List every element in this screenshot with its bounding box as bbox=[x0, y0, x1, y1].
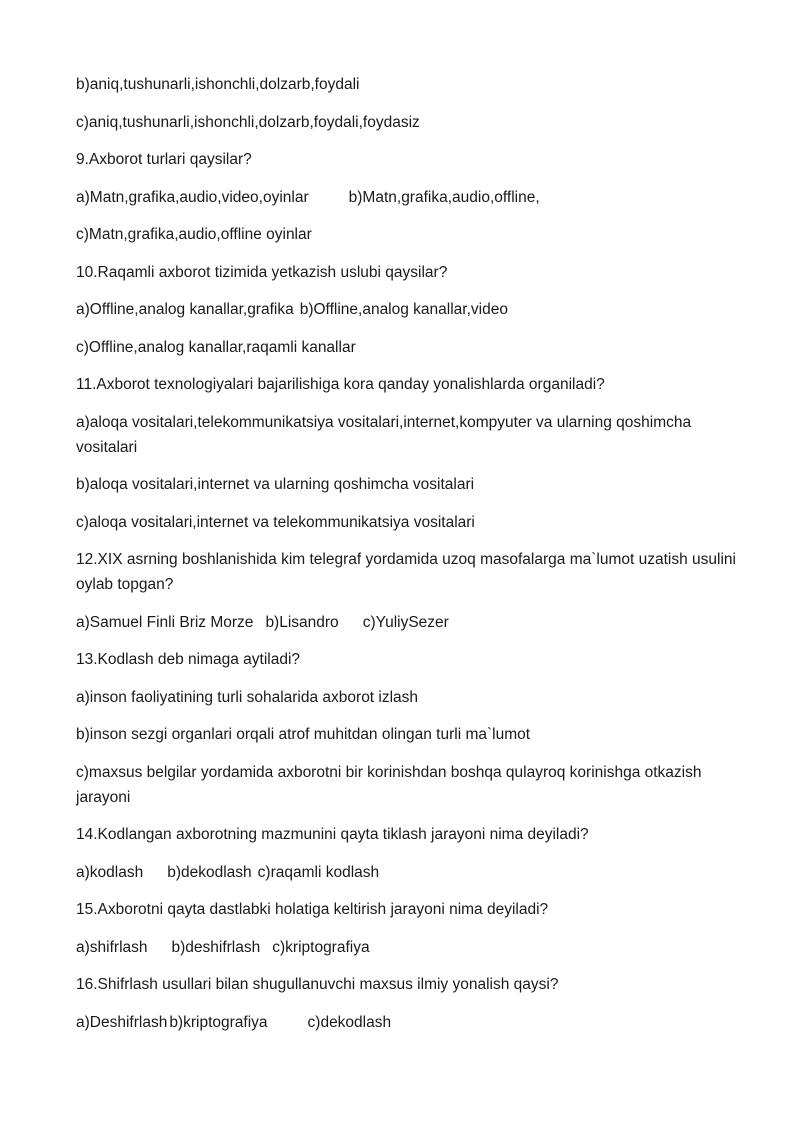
question-11: 11.Axborot texnologiyalari bajarilishiga kora qanday yonalishlarda organiladi? bbox=[76, 376, 605, 393]
question-8-option-b: b)aniq,tushunarli,ishonchli,dolzarb,foydali bbox=[76, 76, 360, 93]
question-14-option-c: c)raqamli kodlash bbox=[257, 863, 380, 881]
question-14-option-b: b)dekodlash bbox=[167, 863, 252, 881]
question-9-option-b: b)Matn,grafika,audio,offline, bbox=[348, 188, 540, 206]
question-10-option-c: c)Offline,analog kanallar,raqamli kanallar bbox=[76, 338, 356, 356]
question-13-option-a: a)inson faoliyatining turli sohalarida axborot izlash bbox=[76, 688, 419, 706]
question-9-option-c: c)Matn,grafika,audio,offline oyinlar bbox=[76, 226, 312, 243]
question-13: 13.Kodlash deb nimaga aytiladi? bbox=[76, 651, 301, 668]
question-15-option-b: b)deshifrlash bbox=[171, 938, 261, 956]
question-10-options-row bbox=[76, 297, 736, 322]
question-15-option-c: c)kriptografiya bbox=[272, 938, 370, 956]
question-16-options-row bbox=[76, 1010, 736, 1035]
question-11-option-a: a)aloqa vositalari,telekommunikatsiya vositalari,internet,kompyuter va ularning qoshimcha vositalari bbox=[76, 413, 692, 456]
question-13-option-c: c)maxsus belgilar yordamida axborotni bir korinishdan boshqa qulayroq korinishga otkazish jarayoni bbox=[76, 763, 702, 806]
question-13-option-b: b)inson sezgi organlari orqali atrof muhitdan olingan turli ma`lumot bbox=[76, 726, 531, 743]
question-10: 10.Raqamli axborot tizimida yetkazish uslubi qaysilar? bbox=[76, 263, 448, 281]
question-9: 9.Axborot turlari qaysilar? bbox=[76, 151, 252, 168]
question-12-option-c: c)YuliySezer bbox=[362, 613, 449, 631]
question-11-option-c: c)aloqa vositalari,internet va telekommunikatsiya vositalari bbox=[76, 513, 475, 531]
question-12-option-b: b)Lisandro bbox=[265, 613, 339, 631]
question-15-option-a: a)shifrlash bbox=[76, 938, 148, 956]
question-16-option-c: c)dekodlash bbox=[307, 1013, 392, 1031]
question-10-option-b: b)Offline,analog kanallar,video bbox=[299, 301, 508, 318]
question-12-options-row bbox=[76, 610, 736, 635]
question-10-option-a: a)Offline,analog kanallar,grafika bbox=[76, 301, 294, 318]
question-8-option-c: c)aniq,tushunarli,ishonchli,dolzarb,foydali,foydasiz bbox=[76, 113, 420, 131]
question-15: 15.Axborotni qayta dastlabki holatiga keltirish jarayoni nima deyiladi? bbox=[76, 901, 549, 918]
question-14-option-a: a)kodlash bbox=[76, 863, 144, 881]
question-12: 12.XIX asrning boshlanishida kim telegraf yordamida uzoq masofalarga ma`lumot uzatish usulini oylab topgan? bbox=[76, 551, 736, 593]
question-15-options-row bbox=[76, 935, 736, 960]
question-16: 16.Shifrlash usullari bilan shugullanuvchi maxsus ilmiy yonalish qaysi? bbox=[76, 976, 559, 993]
question-14-options-row bbox=[76, 860, 736, 885]
question-9-options-row bbox=[76, 185, 736, 210]
question-12-option-a: a)Samuel Finli Briz Morze bbox=[76, 613, 254, 631]
question-11-option-b: b)aloqa vositalari,internet va ularning qoshimcha vositalari bbox=[76, 476, 475, 493]
document-page bbox=[76, 72, 736, 1047]
question-16-option-b: b)kriptografiya bbox=[169, 1013, 268, 1031]
question-14: 14.Kodlangan axborotning mazmunini qayta tiklash jarayoni nima deyiladi? bbox=[76, 826, 589, 843]
question-16-option-a: a)Deshifrlash bbox=[76, 1013, 168, 1031]
question-9-option-a: a)Matn,grafika,audio,video,oyinlar bbox=[76, 188, 309, 206]
